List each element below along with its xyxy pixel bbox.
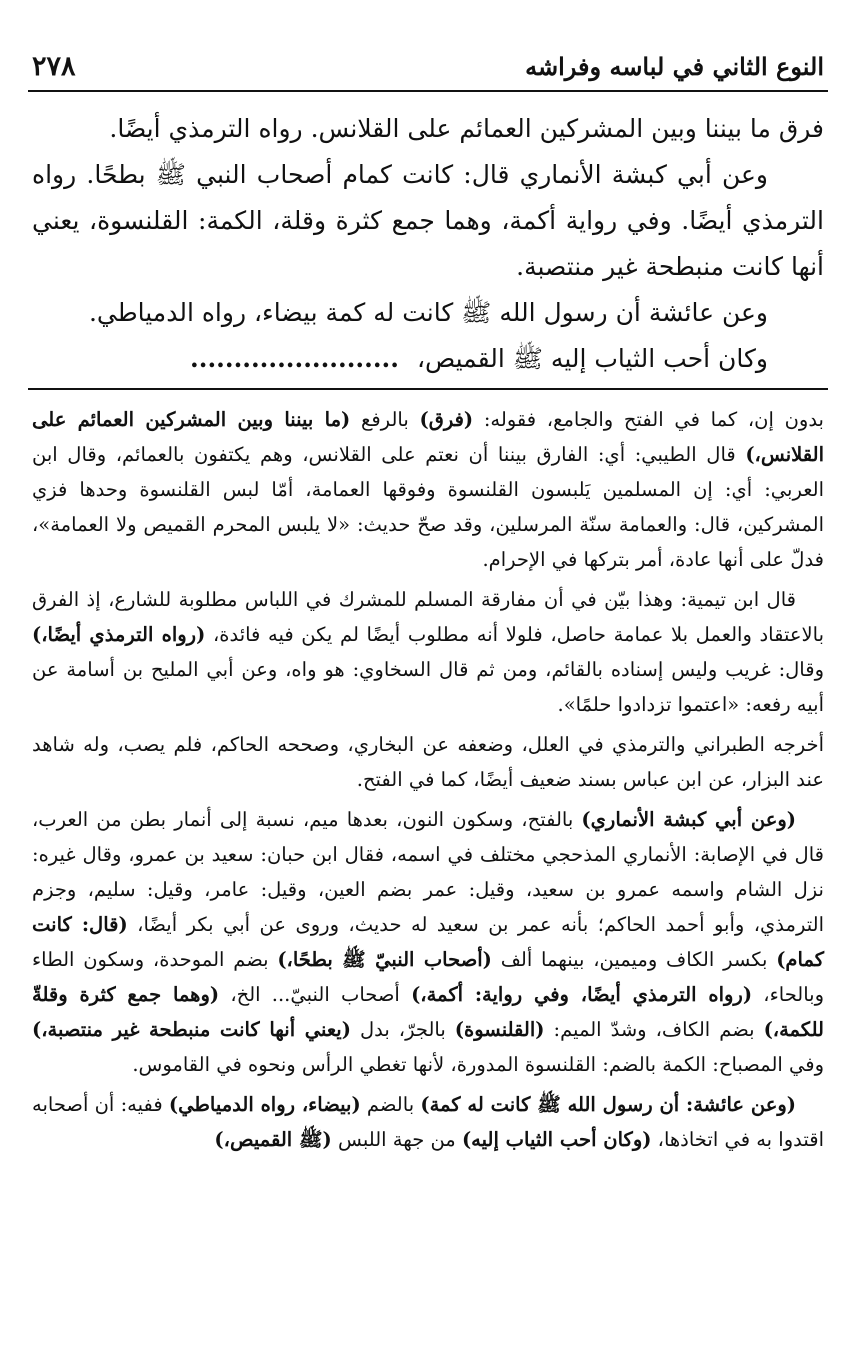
matn-paragraph-3: وعن عائشة أن رسول الله ﷺ كانت له كمة بيضاء، رواه الدمياطي. (88, 298, 768, 327)
running-title: النوع الثاني في لباسه وفراشه (525, 52, 824, 81)
sharh-quote: (فرق) (419, 408, 474, 431)
sharh-text: بدون إن، كما في الفتح والجامع، فقوله: (473, 408, 824, 431)
sharh-paragraph-5 (32, 1087, 824, 1157)
sharh-text: بضم الموحدة، وسكون الطاء وبالحاء، (32, 948, 825, 1006)
page-number: ٢٧٨ (32, 51, 76, 82)
commentary (28, 402, 828, 1157)
sharh-text: وفي المصباح: الكمة بالضم: القلنسوة المدورة، لأنها تغطي الرأس ونحوه في القاموس. (132, 1053, 824, 1076)
sharh-text: بضم الكاف، وشدّ الميم: (544, 1018, 764, 1041)
continuation-dots: ........................ (190, 344, 399, 373)
sharh-text: بالضم (360, 1093, 421, 1116)
sharh-text: ففيه: أن أصحابه اقتدوا به في اتخاذها، (32, 1093, 824, 1151)
sharh-text: من جهة اللبس (331, 1128, 462, 1151)
sharh-quote: (ﷺ القميص،) (214, 1128, 332, 1151)
sharh-paragraph-4 (32, 802, 824, 1082)
sharh-quote: (رواه الترمذي أيضًا،) (32, 623, 206, 646)
sharh-quote: (وعن عائشة: أن رسول الله ﷺ كانت له كمة) (420, 1093, 796, 1116)
page-header (28, 50, 828, 92)
sharh-quote: (أصحاب النبيّ ﷺ بطحًا،) (277, 948, 492, 971)
sharh-quote: (يعني أنها كانت منبطحة غير منتصبة،) (32, 1018, 351, 1041)
sharh-text: بالرفع (350, 408, 420, 431)
sharh-text: أصحاب النبيّ... الخ، (219, 983, 412, 1006)
sharh-text: قال الطيبي: أي: الفارق بيننا أن نعتم على القلانس، وهم يكتفون بالعمائم، وقال ابن العربي: أي: إن المسلمين يَلبسون القلنسوة وفوقها العمامة، أمّا لبس القلنسوة وحدها فزي المشركين، قال: والعمامة سنّة المرسلين، وقد صحّ حديث: «لا يلبس المحرم القميص ولا العمامة»، فدلّ على أنها عادة، أمر بتركها في الإحرام. (32, 443, 824, 571)
sharh-quote: (القلنسوة) (454, 1018, 545, 1041)
sharh-quote: (وعن أبي كبشة الأنماري) (581, 808, 796, 831)
sharh-quote: (قال: كانت كمام) (32, 913, 825, 971)
sharh-text: قال ابن تيمية: وهذا بيّن في أن مفارقة المسلم للمشرك في اللباس مطلوبة للشارع، إذ الفرق بالاعتقاد والعمل بلا عمامة حاصل، فلولا أنه مطلوب أيضًا لم يكن فيه فائدة، (32, 588, 825, 646)
sharh-quote: (وهما جمع كثرة وقلةّ للكمة،) (32, 983, 824, 1041)
sharh-quote: (رواه الترمذي أيضًا، وفي رواية: أكمة،) (411, 983, 753, 1006)
sharh-text: بالجرّ، بدل (350, 1018, 455, 1041)
sharh-quote: (ما بيننا وبين المشركين العمائم على القلانس،) (32, 408, 824, 466)
matn-paragraph-4 (32, 336, 824, 382)
sharh-text: بالفتح، وسكون النون، بعدها ميم، نسبة إلى أنمار بطن من العرب، قال في الإصابة: الأنماري المذحجي مختلف في اسمه، فقال ابن حبان: سعيد بن عمرو، وقال غيره: نزل الشام واسمه عمرو بن سعيد، وقيل: عمر بضم العين، وقيل: عامر، وقيل: سليم، وجزم الترمذي، وأبو أحمد الحاكم؛ بأنه عمر بن سعيد له حديث، وروى عن أبي بكر أيضًا، (32, 808, 824, 936)
sharh-text: وقال: غريب وليس إسناده بالقائم، ومن ثم قال السخاوي: هو واه، وعن أبي المليح بن أسامة عن أبيه رفعه: «اعتموا تزدادوا حلمًا». (32, 658, 824, 716)
section-divider (28, 388, 828, 390)
sharh-quote: (وكان أحب الثياب إليه) (461, 1128, 652, 1151)
matn-paragraph-2: وعن أبي كبشة الأنماري قال: كانت كمام أصحاب النبي ﷺ بطحًا. رواه الترمذي أيضًا. وفي رواية أكمة، وهما جمع كثرة وقلة، الكمة: القلنسوة، يعني أنها كانت منبطحة غير منتصبة. (32, 160, 824, 281)
matn-paragraph-4-text: وكان أحب الثياب إليه ﷺ القميص، (416, 344, 768, 373)
sharh-paragraph-2 (32, 582, 824, 722)
matn-paragraph-1: فرق ما بيننا وبين المشركين العمائم على القلانس. رواه الترمذي أيضًا. (109, 114, 824, 143)
main-text (28, 92, 828, 388)
sharh-paragraph-1 (32, 402, 824, 577)
sharh-paragraph-3: أخرجه الطبراني والترمذي في العلل، وضعفه عن البخاري، وصححه الحاكم، فلم يصب، وله شاهد عند البزار، عن ابن عباس بسند ضعيف أيضًا، كما في الفتح. (32, 733, 824, 791)
sharh-quote: (بيضاء، رواه الدمياطي) (168, 1093, 361, 1116)
sharh-text: بكسر الكاف وميمين، بينهما ألف (491, 948, 777, 971)
